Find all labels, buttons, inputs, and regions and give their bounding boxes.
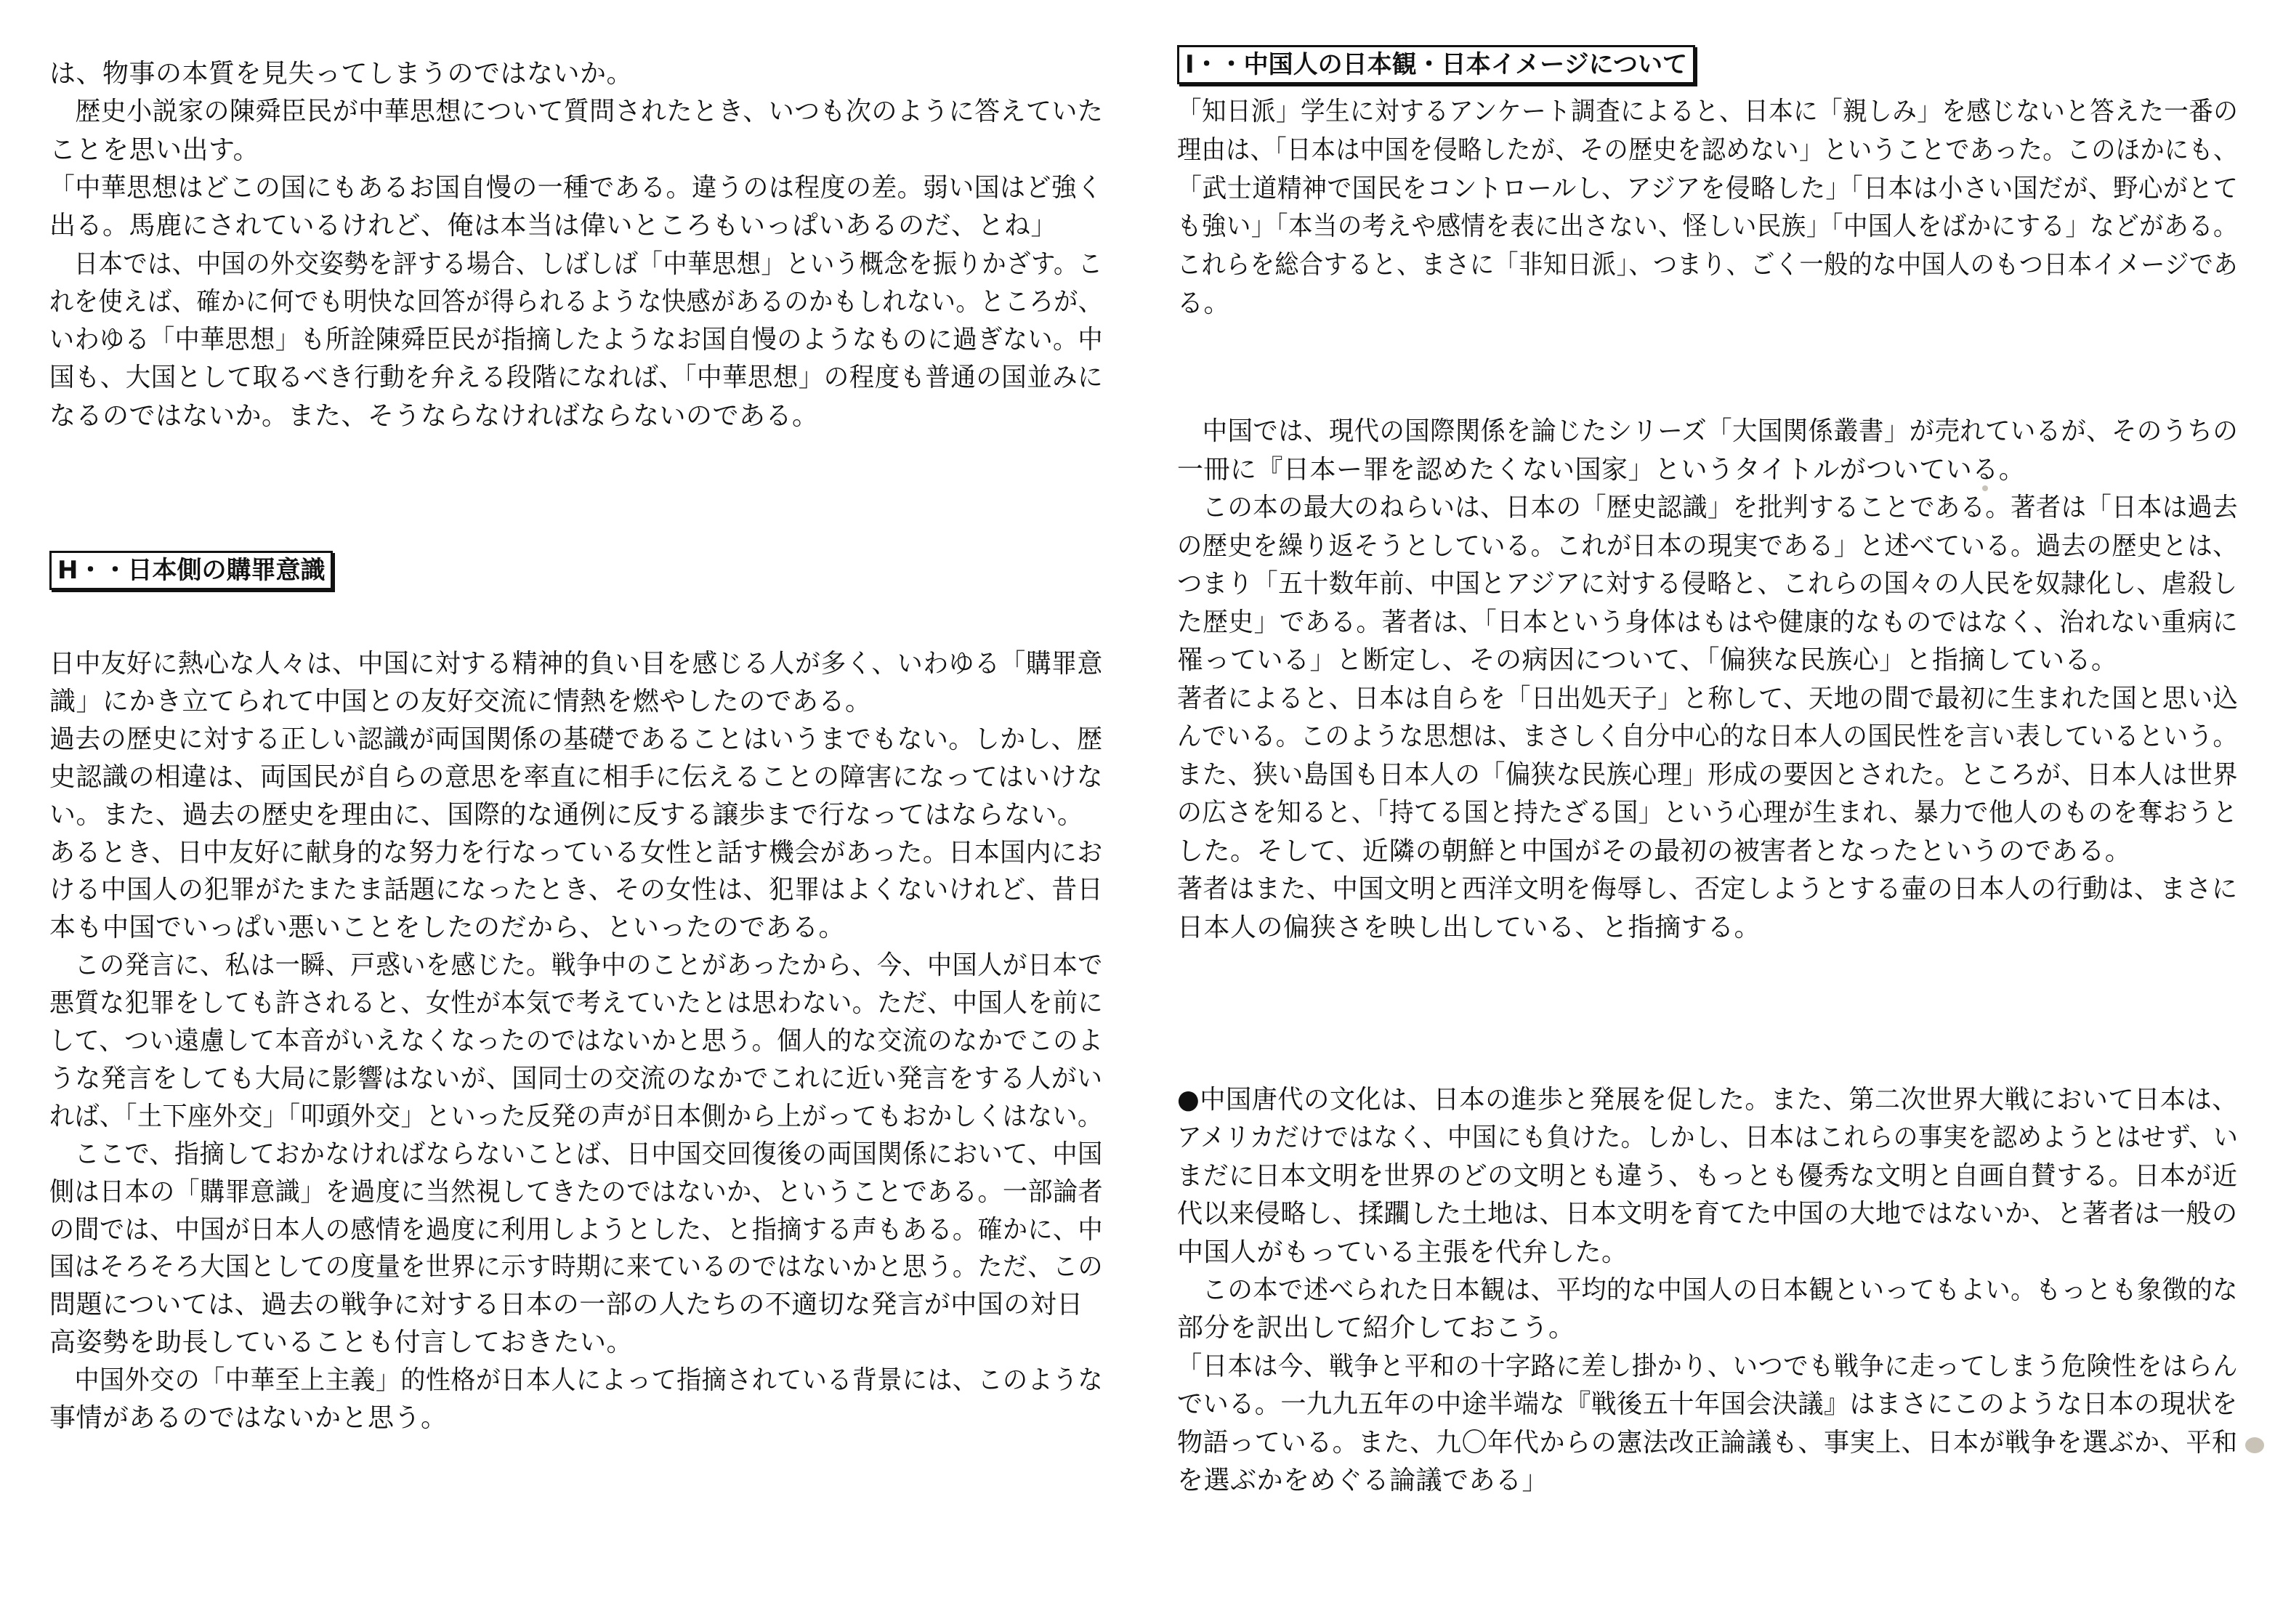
text-line: も強い」「本当の考えや感情を表に出さない、怪しい民族」「中国人をばかにする」などがある。 [1177,211,2238,242]
text-line: 悪質な犯罪をしても許されると、女性が本気で考えていたとは思わない。ただ、中国人を前に [49,988,1104,1019]
text-line: まだに日本文明を世界のどの文明とも違う、もっとも優秀な文明と自画自賛する。日本が近 [1177,1160,2238,1191]
text-line: でいる。一九九五年の中途半端な『戦後五十年国会決議』はまさにこのような日本の現状を [1177,1389,2238,1420]
text-line: 著者はまた、中国文明と西洋文明を侮辱し、否定しようとする壷の日本人の行動は、まさに [1177,874,2238,904]
text-line: 日本では、中国の外交姿勢を評する場合、しばしば「中華思想」という概念を振りかざす。こ [49,249,1103,279]
text-line: 「知日派」学生に対するアンケート調査によると、日本に「親しみ」を感じないと答えた一番の [1177,97,2239,126]
text-line: 一冊に『日本ー罪を認めたくない国家」というタイトルがついている。 [1177,454,2026,485]
text-line: れを使えば、確かに何でも明快な回答が得られるような快感があるのかもしれない。ところが、 [49,286,1103,317]
text-line: れば、「土下座外交」「叩頭外交」といった反発の声が日本側から上がってもおかしくはない。 [49,1101,1103,1131]
text-line: い。また、過去の歴史を理由に、国際的な通例に反する譲歩まで行なってはならない。 [49,799,1084,830]
text-line: 歴史小説家の陳舜臣民が中華思想について質問されたとき、いつも次のように答えていた [49,97,1104,127]
text-line: 「武士道精神で国民をコントロールし、アジアを侵略した」「日本は小さい国だが、野心がとて [1177,173,2239,203]
text-line: 国も、大国として取るべき行動を弁える段階になれば、「中華思想」の程度も普通の国並みに [49,363,1104,393]
text-line: 罹っている」と断定し、その病因について、「偏狭な民族心」と指摘している。 [1177,645,2118,675]
text-line: ●中国唐代の文化は、日本の進歩と発展を促した。また、第二次世界大戦において日本は、 [1177,1085,2238,1115]
text-line: の間では、中国が日本人の感情を過度に利用しようとした、と指摘する声もある。確かに、中 [49,1214,1104,1245]
text-line: 「中華思想はどこの国にもあるお国自慢の一種である。違うのは程度の差。弱い国はど強く [49,172,1103,203]
text-line: して、つい遠慮して本音がいえなくなったのではないかと思う。個人的な交流のなかでこのよ [49,1026,1104,1056]
text-line: 理由は、「日本は中国を侵略したが、その歴史を認めない」ということであった。このほかにも、 [1177,134,2238,165]
text-line: いわゆる「中華思想」も所詮陳舜臣民が指摘したようなお国自慢のようなものに過ぎない。中 [49,325,1104,355]
text-line: アメリカだけではなく、中国にも負けた。しかし、日本はこれらの事実を認めようとはせず、い [1177,1123,2239,1153]
text-line: 「日本は今、戦争と平和の十字路に差し掛かり、いつでも戦争に走ってしまう危険性をはらん [1177,1351,2239,1381]
text-line: んでいる。このような思想は、まさしく自分中心的な日本人の国民性を言い表しているという。 [1177,722,2238,751]
text-line: 問題については、過去の戦争に対する日本の一部の人たちの不適切な発言が中国の対日 [49,1290,1083,1320]
text-line: また、狭い島国も日本人の「偏狭な民族心理」形成の要因とされた。ところが、日本人は世界 [1177,759,2239,790]
text-line: 側は日本の「購罪意識」を過度に当然視してきたのではないか、ということである。一部論者 [49,1176,1104,1207]
section-heading-i: I・・中国人の日本観・日本イメージについて [1177,45,1695,84]
text-line: あるとき、日中友好に献身的な努力を行なっている女性と話す機会があった。日本国内にお [49,837,1103,868]
text-line: 中国人がもっている主張を代弁した。 [1177,1237,1628,1267]
text-line: 物語っている。また、九〇年代からの憲法改正論議も、事実上、日本が戦争を選ぶか、平和 [1177,1427,2238,1458]
text-line: この本で述べられた日本観は、平均的な中国人の日本観といってもよい。もっとも象徴的な [1177,1275,2239,1305]
text-line: 高姿勢を助長していることも付言しておきたい。 [49,1328,634,1358]
text-line: うな発言をしても大局に影響はないが、国同士の交流のなかでこれに近い発言をする人がい [49,1063,1103,1094]
text-line: 著者によると、日本は自らを「日出処天子」と称して、天地の間で最初に生まれた国と思い込 [1177,683,2239,714]
text-line: 本も中国でいっぱい悪いことをしたのだから、といったのである。 [49,913,846,943]
text-line: る。 [1177,288,1231,318]
section-heading-h: H・・日本側の購罪意識 [49,551,333,590]
scan-speck [2245,1437,2264,1453]
text-line: 日本人の偏狭さを映し出している、と指摘する。 [1177,912,1761,942]
scan-speck [1982,485,1988,491]
text-line: の広さを知ると、「持てる国と持たざる国」という心理が生まれ、暴力で他人のものを奪おうと [1177,798,2238,828]
text-line: 代以来侵略し、揉躙した土地は、日本文明を育てた中国の大地ではないか、と著者は一般の [1177,1199,2238,1229]
text-line: 日中友好に熱心な人々は、中国に対する精神的負い目を感じる人が多く、いわゆる「購罪意 [49,649,1103,679]
text-line: つまり「五十数年前、中国とアジアに対する侵略と、これらの国々の人民を奴隷化し、虐殺し [1177,569,2238,599]
text-line: 事情があるのではないかと思う。 [49,1403,448,1433]
text-line: 出る。馬鹿にされているけれど、俺は本当は偉いところもいっぱいあるのだ、とね」 [49,211,1058,241]
text-line: した。そして、近隣の朝鮮と中国がその最初の被害者となったというのである。 [1177,836,2132,866]
text-line: た歴史」である。著者は、「日本という身体はもはや健康的なものではなく、治れない重病に [1177,607,2239,637]
text-line: の歴史を繰り返そうとしている。これが日本の現実である」と述べている。過去の歴史とは、 [1177,530,2239,561]
text-line: 識」にかき立てられて中国との友好交流に情熱を燃やしたのである。 [49,686,872,716]
text-line: ここで、指摘しておかなければならないことば、日中国交回復後の両国関係において、中国 [49,1139,1103,1169]
text-line: は、物事の本質を見失ってしまうのではないか。 [49,59,634,89]
text-line: この本の最大のねらいは、日本の「歴史認識」を批判することである。著者は「日本は過去 [1177,493,2239,522]
text-line: ける中国人の犯罪がたまたま話題になったとき、その女性は、犯罪はよくないけれど、昔日 [49,875,1104,905]
text-line: この発言に、私は一瞬、戸惑いを感じた。戦争中のことがあったから、今、中国人が日本で [49,950,1103,981]
text-line: 中国外交の「中華至上主義」的性格が日本人によって指摘されている背景には、このような [49,1365,1104,1396]
text-line: ことを思い出す。 [49,134,260,165]
text-line: を選ぶかをめぐる論議である」 [1177,1466,1549,1495]
text-line: なるのではないか。また、そうならなければならないのである。 [49,400,819,431]
text-line: 過去の歴史に対する正しい認識が両国関係の基礎であることはいうまでもない。しかし、歴 [49,724,1103,754]
text-line: 史認識の相違は、両国民が自らの意思を率直に相手に伝えることの障害になってはいけな [49,761,1104,792]
text-line: これらを総合すると、まさに「非知日派」、つまり、ごく一般的な中国人のもつ日本イメージであ [1177,250,2238,280]
text-line: 国はそろそろ大国としての度量を世界に示す時期に来ているのではないかと思う。ただ、この [49,1252,1104,1282]
text-line: 部分を訳出して紹介しておこう。 [1177,1313,1575,1344]
text-line: 中国では、現代の国際関係を論じたシリーズ「大国関係叢書」が売れているが、そのうちの [1177,416,2239,446]
